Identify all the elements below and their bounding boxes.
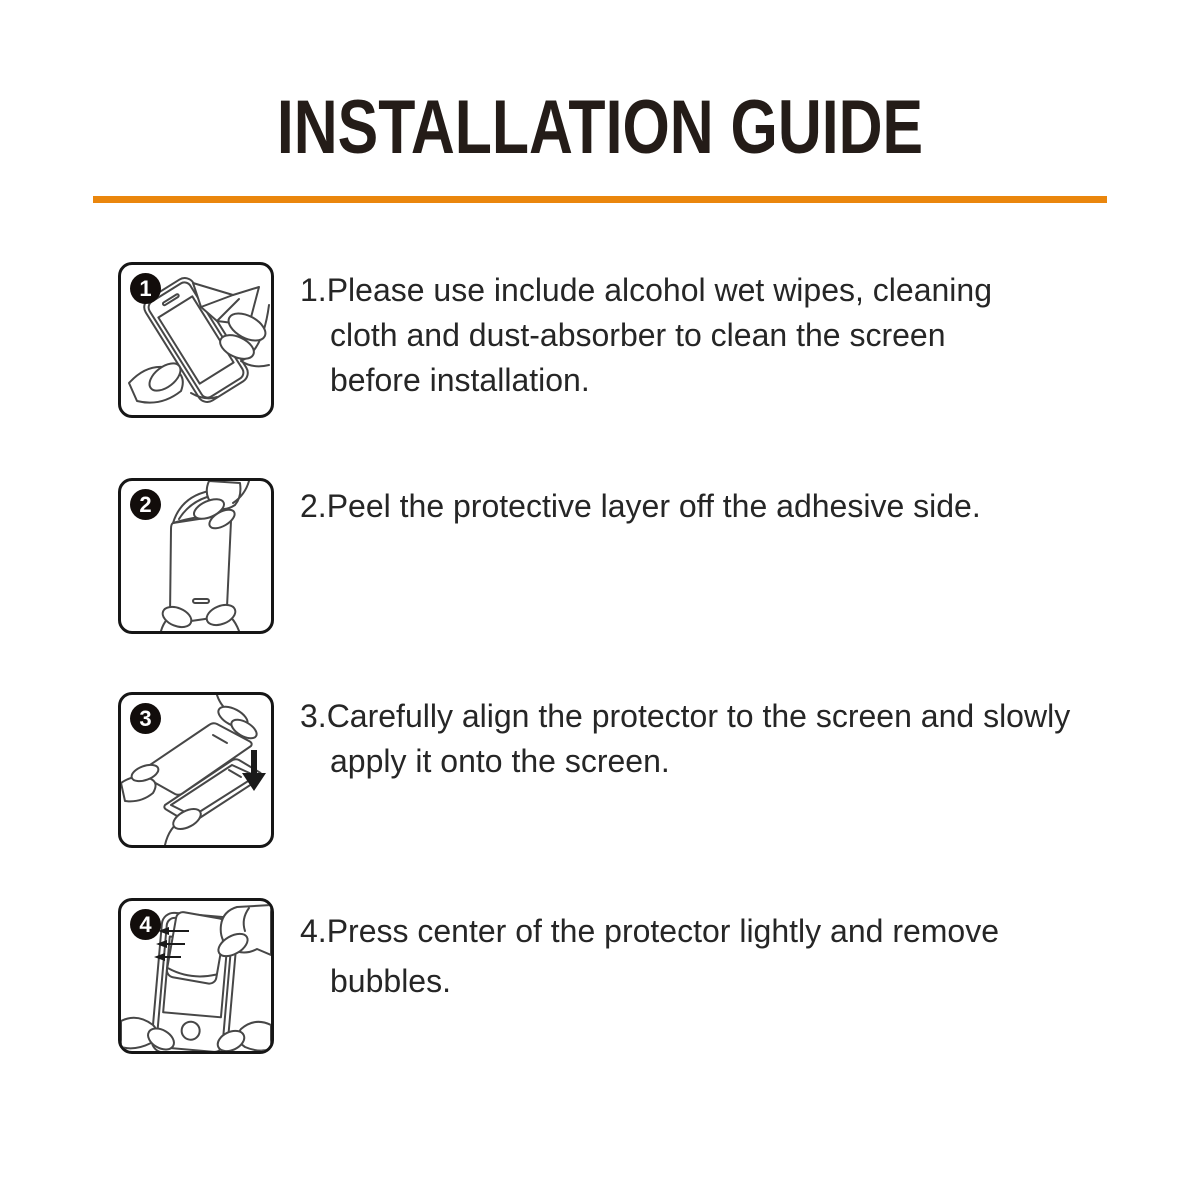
step-4-illustration-box <box>118 898 274 1054</box>
step-4-number-badge: 4 <box>130 909 161 940</box>
step-3-illustration-box <box>118 692 274 848</box>
step-2-instruction-text: 2.Peel the protective layer off the adhesive side. <box>300 488 981 524</box>
step-2-illustration-box <box>118 478 274 634</box>
step-1-instruction-text: 1.Please use include alcohol wet wipes, cleaning cloth and dust-absorber to clean the screen before installation. <box>300 272 992 398</box>
step-3-instruction-text: 3.Carefully align the protector to the screen and slowly apply it onto the screen. <box>300 698 1071 779</box>
step-4-instruction-text: 4.Press center of the protector lightly and remove bubbles. <box>300 913 1000 999</box>
step-3-number-badge: 3 <box>130 703 161 734</box>
title-divider <box>93 196 1107 203</box>
page-title: INSTALLATION GUIDE <box>276 85 924 170</box>
step-1-number-badge: 1 <box>130 273 161 304</box>
step-2-number-badge: 2 <box>130 489 161 520</box>
step-1-illustration-box <box>118 262 274 418</box>
